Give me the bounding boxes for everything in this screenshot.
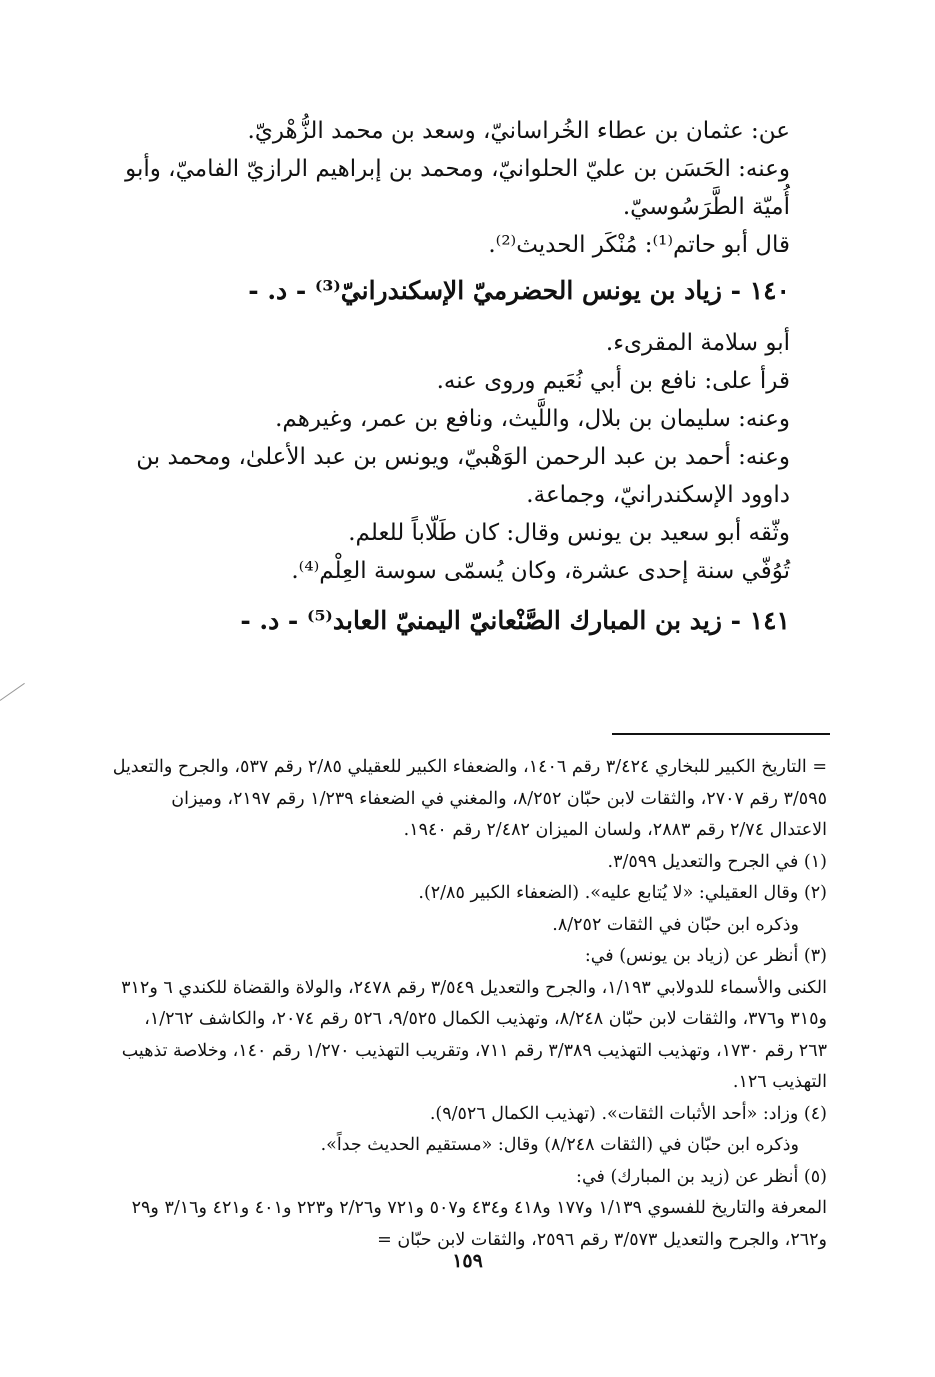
footnote-4-continued: وذكره ابن حبّان في (الثقات ٨/٢٤٨) وقال: «مستقيم الحديث جداً». (320, 1135, 799, 1155)
footnote-2: (٢) وقال العقيلي: «لا يُتابع عليه». (الضعفاء الكبير ٢/٨٥). (418, 883, 827, 903)
main-paragraph: وعنه: أحمد بن عبد الرحمن الوَهْبيّ، ويونس بن عبد الأعلىٰ، ومحمد بن داوود الإسكندرانيّ، وجماعة. (136, 444, 790, 508)
main-line: قال أبو حاتم⁽¹⁾: مُنْكَر الحديث⁽²⁾. (488, 232, 790, 258)
main-text (100, 112, 830, 654)
footnote-2-continued: وذكره ابن حبّان في الثقات ٨/٢٥٢. (552, 914, 799, 935)
footnote-3: (٣) أنظر عن (زياد بن يونس) في: (584, 946, 827, 966)
page-number: ١٥٩ (452, 1250, 483, 1272)
main-paragraph: وعنه: الحَسَن بن عليّ الحلوانيّ، ومحمد بن إبراهيم الرازيّ الفاميّ، وأبو أُميّة الطَّرَسُوسيّ. (125, 156, 790, 220)
main-line: قرأ على: نافع بن أبي نُعَيم وروى عنه. (436, 368, 790, 394)
entry-heading-141: ١٤١ - زيد بن المبارك الصَّنْعانيّ اليمنيّ العابد⁽⁵⁾ - د. - (240, 606, 790, 635)
main-line: وثّقه أبو سعيد بن يونس وقال: كان طَلّاباً للعلم. (348, 520, 790, 546)
footnote-5-sources: المعرفة والتاريخ للفسوي ١/١٣٩ و١٧٧ و٤١٨ و٤٣٤ و٥٠٧ و٧٢١ و٢/٢٦ و٢٢٣ و٤٠١ و٤٢١ و٣/١٦ و٢٩ و٢٦٢، والجرح والتعديل ٣/٥٧٣ رقم ٢٥٩٦، والثقات لابن حبّان = (131, 1198, 827, 1250)
main-line: عن: عثمان بن عطاء الخُراسانيّ، وسعد بن محمد الزُّهْريّ. (247, 118, 790, 144)
footnote-4: (٤) وزاد: «أحد الأثبات الثقات». (تهذيب الكمال ٩/٥٢٦). (429, 1103, 827, 1124)
entry-heading-140: ١٤٠ - زياد بن يونس الحضرميّ الإسكندرانيّ⁽³⁾ - د. - (248, 276, 790, 305)
footnote-3-sources: الكنى والأسماء للدولابي ١/١٩٣، والجرح والتعديل ٣/٥٤٩ رقم ٢٤٧٨، والولاة والقضاة للكندي ٦ و٣١٢ و٣١٥ و٣٧٦، والثقات لابن حبّان ٨/٢٤٨، وتهذيب الكمال ٩/٥٢٥، ٥٢٦ رقم ٢٠٧٤، والكاشف ١/٢٦٢، ٢٦٣ رقم ١٧٣٠، وتهذيب التهذيب ٣/٣٨٩ رقم ٧١١، وتقريب التهذيب ١/٢٧٠ رقم ١٤٠، وخلاصة تذهيب التهذيب ١٢٦. (121, 977, 827, 1092)
footnote-continuation: = التاريخ الكبير للبخاري ٣/٤٢٤ رقم ١٤٠٦، والضعفاء الكبير للعقيلي ٢/٨٥ رقم ٥٣٧، والجرح والتعديل ٣/٥٩٥ رقم ٢٧٠٧، والثقات لابن حبّان ٨/٢٥٢، والمغني في الضعفاء ١/٢٣٩ رقم ٢١٩٧، وميزان الاعتدال ٢/٧٤ رقم ٢٨٨٣، ولسان الميزان ٢/٤٨٢ رقم ١٩٤٠. (112, 757, 827, 840)
footnote-5: (٥) أنظر عن (زيد بن المبارك) في: (576, 1166, 827, 1187)
footnote-separator (612, 733, 830, 735)
main-line: تُوُفّي سنة إحدى عشرة، وكان يُسمّى سوسة العِلْم⁽⁴⁾. (291, 558, 790, 584)
main-line: وعنه: سليمان بن بلال، واللَّيث، ونافع بن عمر، وغيرهم. (275, 406, 790, 432)
main-line: أبو سلامة المقرىء. (605, 330, 790, 356)
footnote-1: (١) في الجرح والتعديل ٣/٥٩٩. (607, 851, 827, 872)
scan-edge-mark (0, 683, 25, 701)
footnotes (112, 752, 827, 1256)
